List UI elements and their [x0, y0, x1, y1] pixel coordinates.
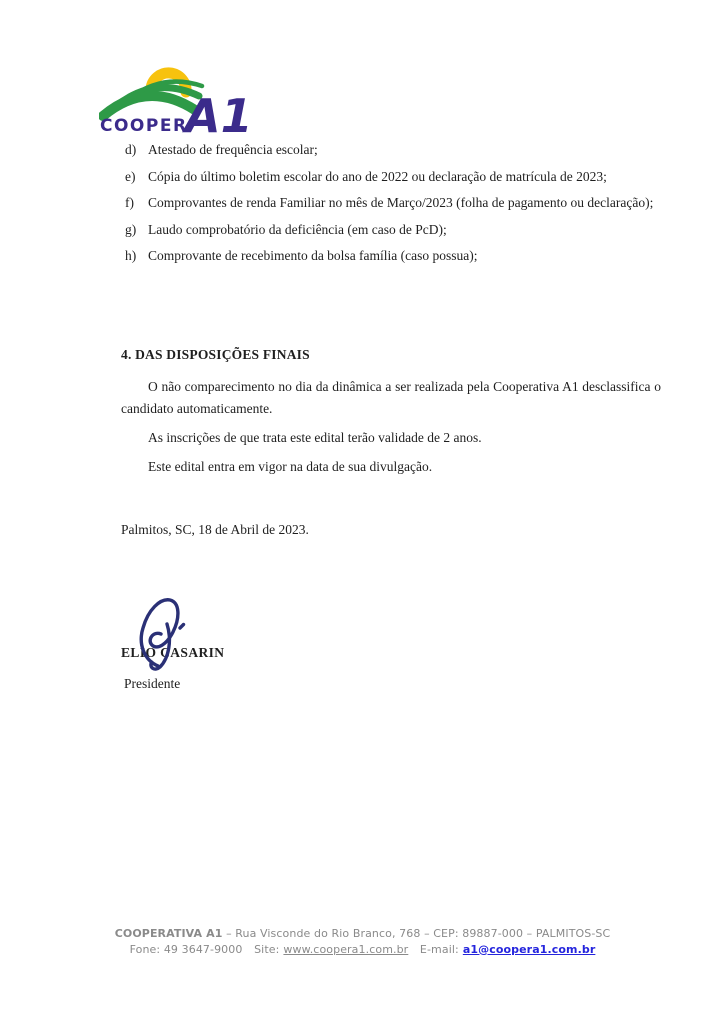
page-footer — [0, 926, 725, 957]
section-heading: 4. DAS DISPOSIÇÕES FINAIS — [121, 347, 310, 362]
footer-org-name: COOPERATIVA A1 — [114, 927, 223, 940]
paragraph: As inscrições de que trata este edital terão validade de 2 anos. — [148, 430, 482, 445]
paragraph: O não comparecimento no dia da dinâmica a ser realizada pela Cooperativa A1 desclassifica o candidato automaticamente. — [121, 379, 661, 416]
list-item — [125, 223, 685, 237]
list-item-marker: h) — [125, 248, 137, 263]
list-item-marker: d) — [125, 142, 137, 157]
list-item — [125, 143, 685, 157]
list-item-text: Laudo comprobatório da deficiência (em caso de PcD); — [148, 221, 447, 237]
footer-site-link[interactable]: www.coopera1.com.br — [283, 942, 409, 956]
signer-title: Presidente — [124, 676, 181, 691]
cooper-a1-logo-graphic — [99, 55, 249, 135]
footer-contact-line — [0, 942, 725, 958]
footer-phone: Fone: 49 3647-9000 — [129, 942, 243, 956]
list-item-marker: e) — [125, 168, 136, 184]
list-item — [125, 249, 685, 263]
footer-address: – Rua Visconde do Rio Branco, 768 – CEP: 89887-000 – PALMITOS-SC — [222, 927, 611, 940]
cooper-a1-logo — [99, 55, 249, 133]
footer-email-label: E-mail: — [419, 942, 459, 956]
logo-a1-text: A1 — [185, 89, 249, 135]
list-item — [125, 170, 685, 184]
footer-email-link[interactable]: a1@coopera1.com.br — [462, 942, 596, 956]
list-item-text: Cópia do último boletim escolar do ano de 2022 ou declaração de matrícula de 2023; — [148, 168, 607, 184]
list-item-text: Comprovante de recebimento da bolsa família (caso possua); — [148, 248, 478, 263]
footer-address-line — [0, 926, 725, 942]
list-item-marker: f) — [125, 195, 134, 210]
list-item-text: Comprovantes de renda Familiar no mês de Março/2023 (folha de pagamento ou declaração); — [148, 195, 654, 210]
signer-name: ELIO CASARIN — [121, 645, 225, 660]
dateline: Palmitos, SC, 18 de Abril de 2023. — [121, 522, 309, 537]
logo-cooper-text: COOPER — [100, 116, 188, 135]
list-item-marker: g) — [125, 221, 137, 237]
footer-site-label: Site: — [254, 942, 280, 956]
section-body — [121, 376, 661, 485]
document-checklist — [125, 143, 685, 276]
list-item-text: Atestado de frequência escolar; — [148, 142, 318, 157]
paragraph: Este edital entra em vigor na data de sua divulgação. — [148, 459, 433, 474]
list-item — [125, 196, 685, 210]
